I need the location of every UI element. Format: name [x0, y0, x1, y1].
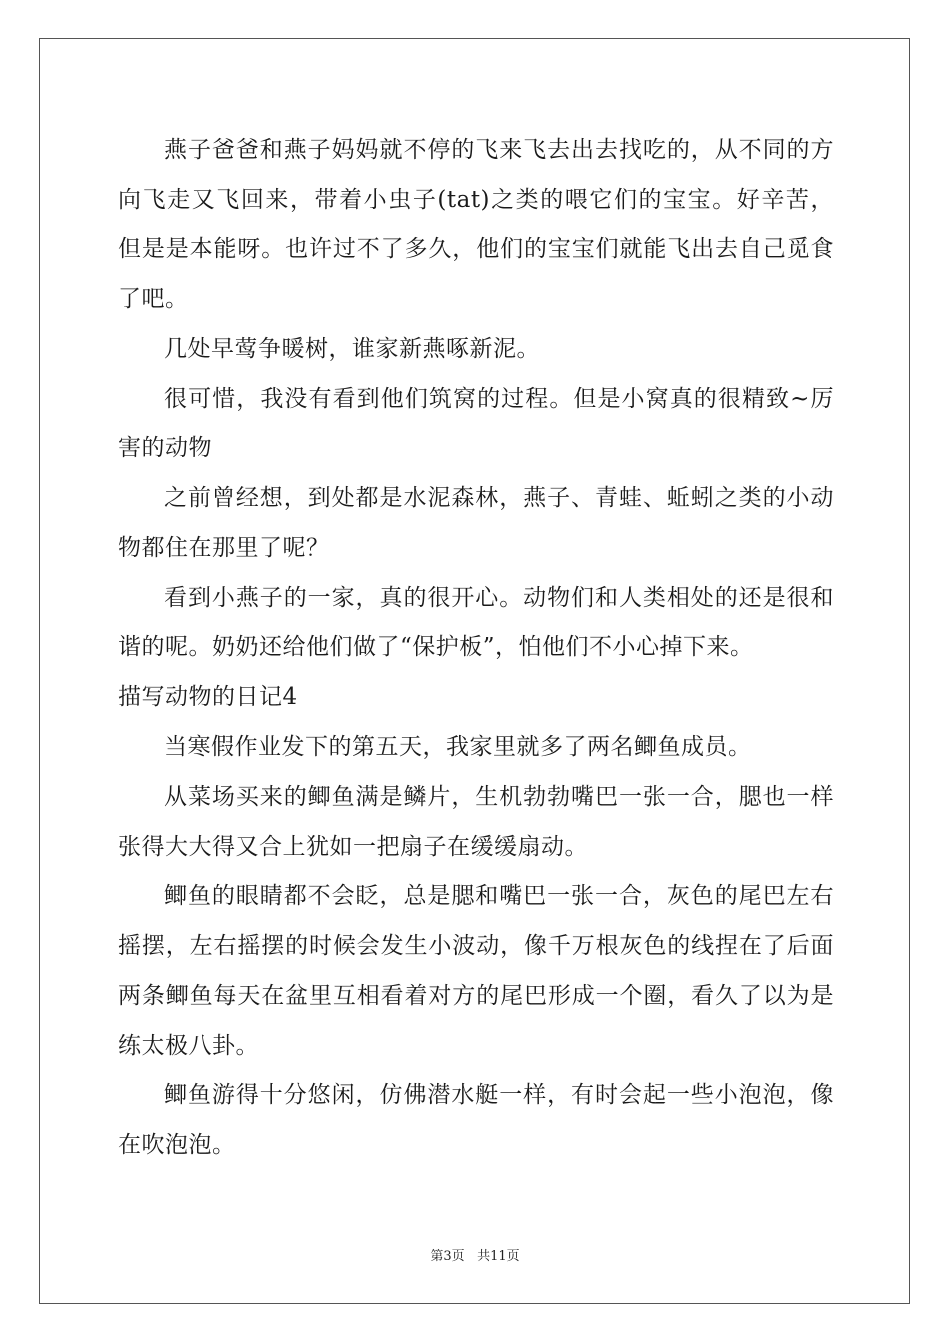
text-line: 害的动物	[118, 435, 212, 461]
text-line: 张得大大得又合上犹如一把扇子在缓缓扇动。	[118, 834, 588, 860]
text-line: 摇摆，左右摇摆的时候会发生小波动，像千万根灰色的线捏在了后面	[118, 933, 834, 959]
text-line: 物都住在那里了呢？	[118, 535, 330, 561]
text-line: 但是是本能呀。也许过不了多久，他们的宝宝们就能飞出去自己觅食	[118, 236, 834, 262]
text-line: 很可惜，我没有看到他们筑窝的过程。但是小窝真的很精致~厉	[164, 386, 834, 412]
text-line: 之前曾经想，到处都是水泥森林，燕子、青蛙、蚯蚓之类的小动	[164, 485, 834, 511]
text-line: 鲫鱼游得十分悠闲，仿佛潜水艇一样，有时会起一些小泡泡，像	[164, 1082, 834, 1108]
text-line: 燕子爸爸和燕子妈妈就不停的飞来飞去出去找吃的，从不同的方	[164, 137, 834, 163]
page-footer	[0, 1248, 950, 1266]
text-line: 两条鲫鱼每天在盆里互相看着对方的尾巴形成一个圈，看久了以为是	[118, 983, 834, 1009]
text-line: 向飞走又飞回来，带着小虫子(tat)之类的喂它们的宝宝。好辛苦，	[118, 187, 834, 213]
text-line: 几处早莺争暖树，谁家新燕啄新泥。	[164, 336, 540, 362]
text-line: 从菜场买来的鲫鱼满是鳞片，生机勃勃嘴巴一张一合，腮也一样	[164, 784, 834, 810]
text-line: 练太极八卦。	[118, 1033, 259, 1059]
text-line: 谐的呢。奶奶还给他们做了“保护板”，怕他们不小心掉下来。	[118, 634, 754, 660]
page-total: 共11页	[477, 1249, 520, 1264]
text-line: 在吹泡泡。	[118, 1132, 236, 1158]
page-border	[39, 38, 910, 1304]
text-line: 鲫鱼的眼睛都不会眨，总是腮和嘴巴一张一合，灰色的尾巴左右	[164, 883, 834, 909]
text-line: 了吧。	[118, 286, 189, 312]
text-line: 看到小燕子的一家，真的很开心。动物们和人类相处的还是很和	[164, 585, 834, 611]
page-number: 第3页	[430, 1249, 465, 1264]
text-line: 当寒假作业发下的第五天，我家里就多了两名鲫鱼成员。	[164, 734, 752, 760]
section-heading: 描写动物的日记4	[118, 684, 298, 710]
